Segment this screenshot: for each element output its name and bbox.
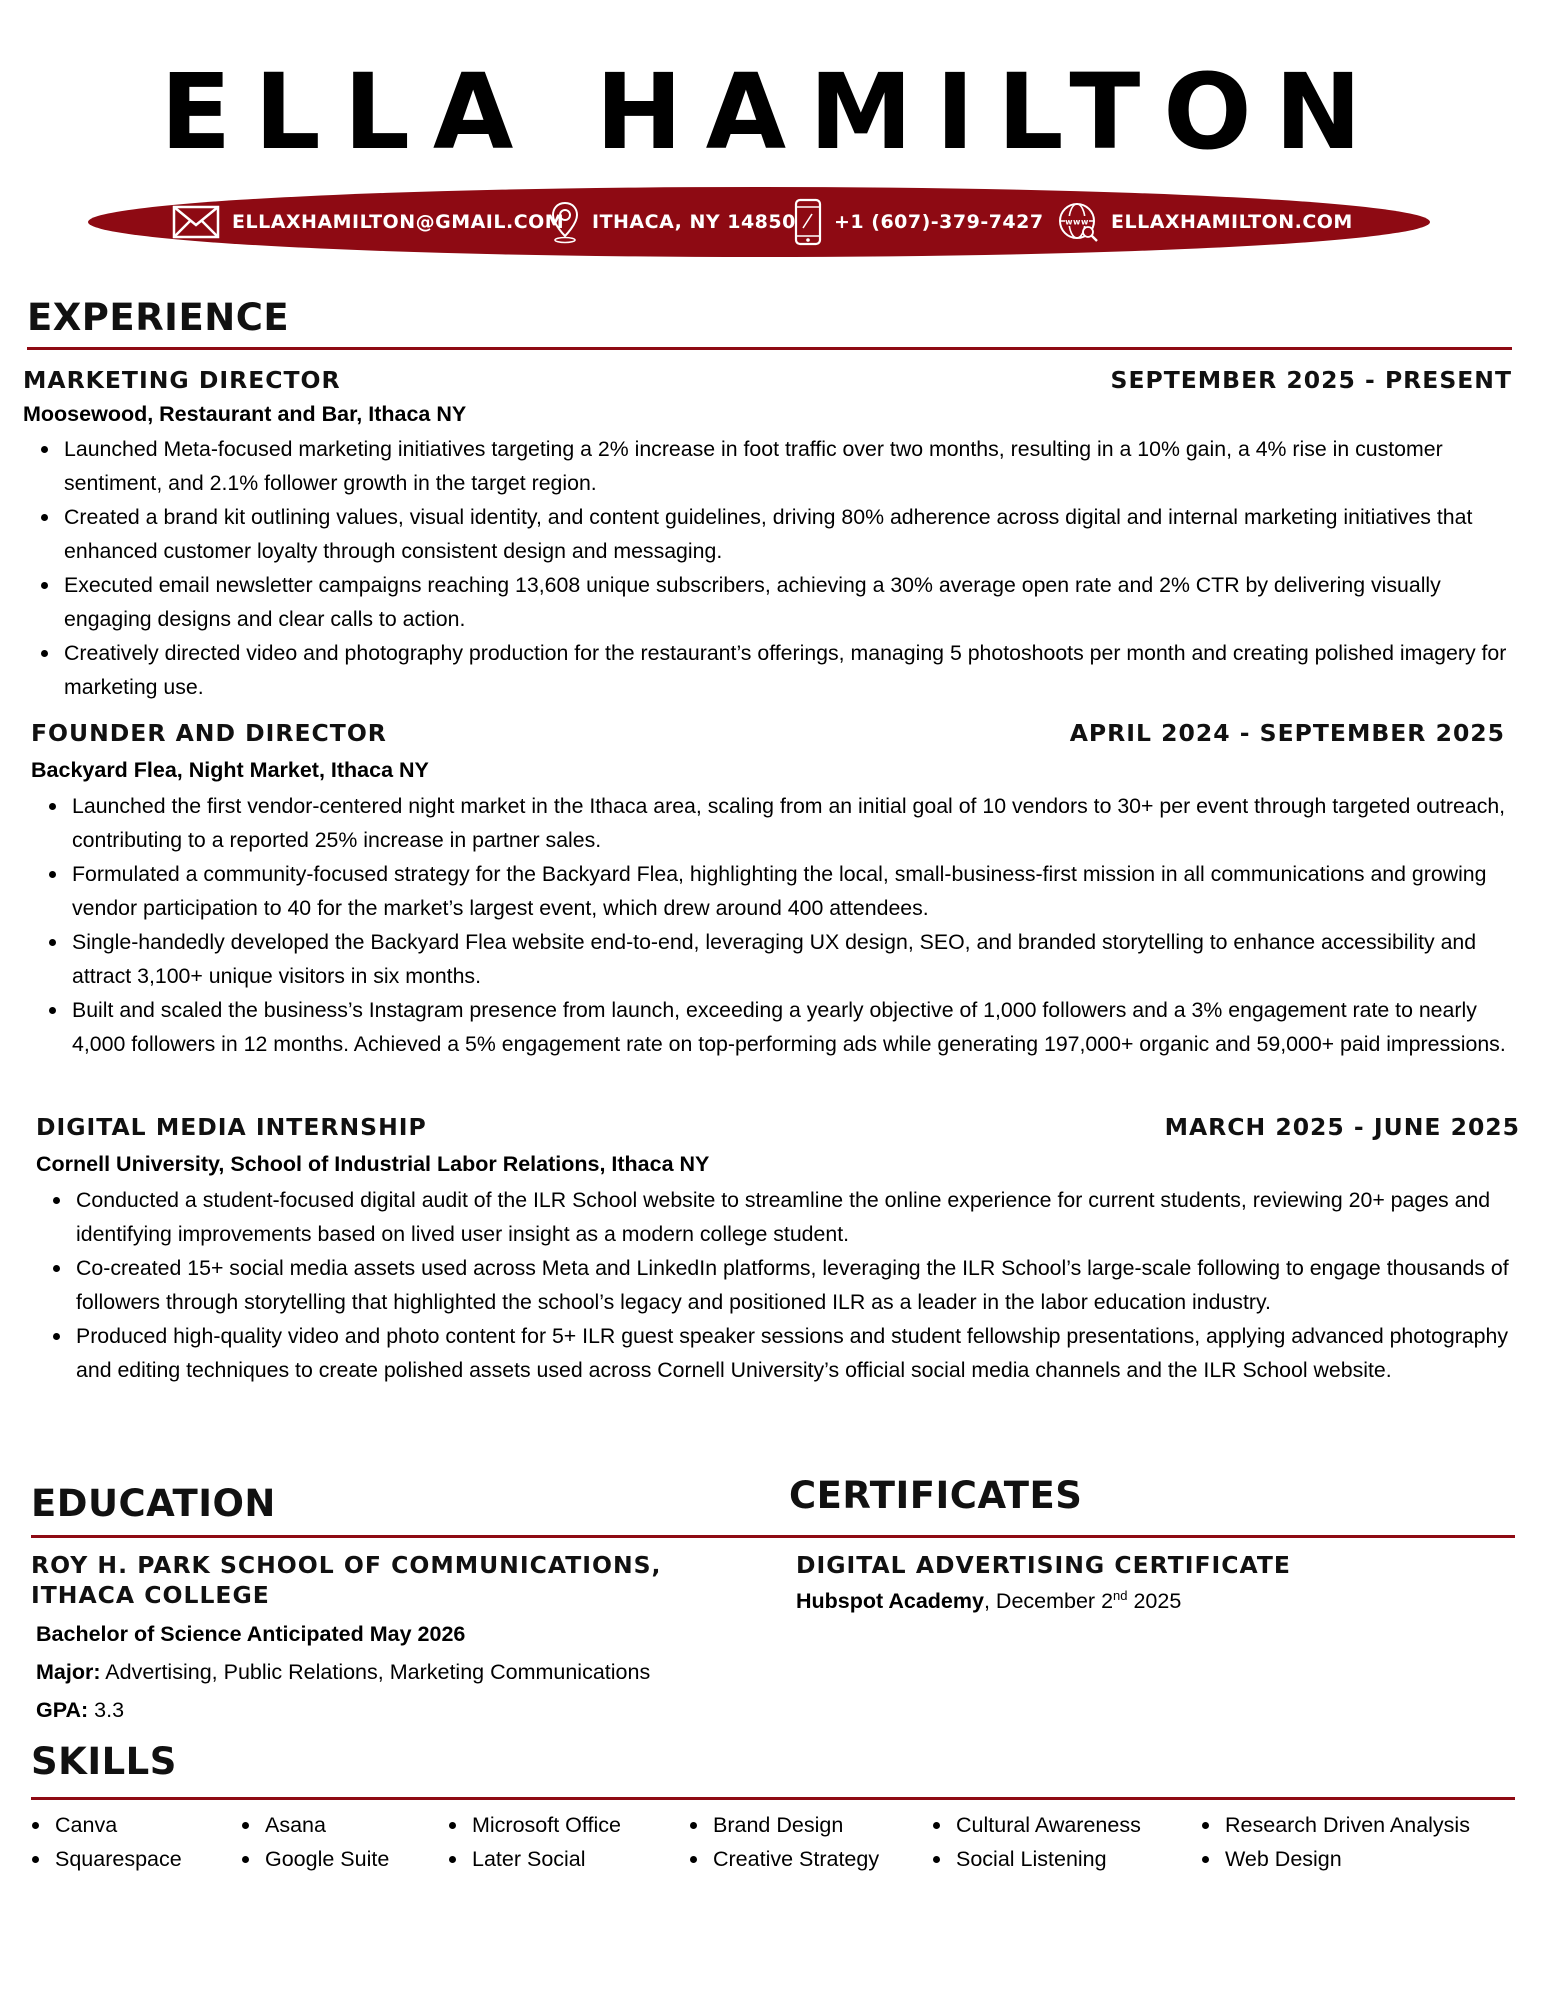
skill-item: Microsoft Office <box>445 1808 621 1842</box>
contact-location <box>550 187 796 257</box>
skill-item: Creative Strategy <box>686 1842 879 1876</box>
gpa <box>36 1696 124 1724</box>
job-date: SEPTEMBER 2025 - PRESENT <box>1110 366 1512 394</box>
list-item: Creatively directed video and photography production for the restaurant’s offerings, managing 5 photoshoots per month and creating polished imagery for marketing use. <box>31 636 1511 704</box>
school-name-line2: ITHACA COLLEGE <box>31 1581 270 1609</box>
list-item: Formulated a community-focused strategy for the Backyard Flea, highlighting the local, small-business-first mission in all communications and growing vendor participation to 40 for the market’s largest event, which drew around 400 attendees. <box>39 857 1514 925</box>
skill-item: Research Driven Analysis <box>1198 1808 1470 1842</box>
skill-item: Canva <box>28 1808 182 1842</box>
major <box>36 1658 650 1686</box>
list-item: Executed email newsletter campaigns reaching 13,608 unique subscribers, achieving a 30% average open rate and 2% CTR by delivering visually engaging designs and clear calls to action. <box>31 568 1511 636</box>
svg-text:www: www <box>1065 217 1089 227</box>
skills-column <box>238 1808 389 1876</box>
contact-email-text: ELLAXHAMILTON@GMAIL.COM <box>232 211 565 233</box>
skill-item: Later Social <box>445 1842 621 1876</box>
skills-column <box>445 1808 621 1876</box>
job-date: APRIL 2024 - SEPTEMBER 2025 <box>1069 719 1505 747</box>
list-item: Launched the first vendor-centered night market in the Ithaca area, scaling from an initial goal of 10 vendors to 30+ per event through targeted outreach, contributing to a reported 25% increase in partner sales. <box>39 789 1514 857</box>
gpa-value: 3.3 <box>94 1698 125 1722</box>
job-organization: Backyard Flea, Night Market, Ithaca NY <box>31 758 429 782</box>
list-item: Launched Meta-focused marketing initiatives targeting a 2% increase in foot traffic over two months, resulting in a 10% gain, a 4% rise in customer sentiment, and 2.1% follower growth in the target region. <box>31 432 1511 500</box>
skills-heading: SKILLS <box>31 1740 177 1783</box>
list-item: Created a brand kit outlining values, visual identity, and content guidelines, driving 80% adherence across digital and internal marketing initiatives that enhanced customer loyalty through consistent design and messaging. <box>31 500 1511 568</box>
education-divider <box>31 1535 1515 1538</box>
job-date: MARCH 2025 - JUNE 2025 <box>1164 1113 1520 1141</box>
experience-heading: EXPERIENCE <box>27 296 290 339</box>
phone-icon <box>794 198 822 246</box>
job-bullets <box>39 789 1514 1061</box>
contact-website-text: ELLAXHAMILTON.COM <box>1111 211 1353 233</box>
experience-divider <box>27 347 1512 350</box>
list-item: Built and scaled the business’s Instagram presence from launch, exceeding a yearly objective of 1,000 followers and a 3% engagement rate to nearly 4,000 followers in 12 months. Achieved a 5% engagement rate on top-performing ads while generating 197,000+ organic and 59,000+ paid impressions. <box>39 993 1514 1061</box>
job-organization: Cornell University, School of Industrial Labor Relations, Ithaca NY <box>36 1152 710 1176</box>
major-value: Advertising, Public Relations, Marketing Communications <box>105 1660 651 1684</box>
skill-item: Social Listening <box>929 1842 1141 1876</box>
contact-email[interactable] <box>172 187 564 257</box>
list-item: Co-created 15+ social media assets used across Meta and LinkedIn platforms, leveraging the ILR School’s large-scale following to engage thousands of followers through storytelling that highlighted the school’s legacy and positioned ILR as a leader in the labor education industry. <box>43 1251 1521 1319</box>
resume-name: ELLA HAMILTON <box>160 51 1385 173</box>
skill-item: Web Design <box>1198 1842 1470 1876</box>
school-name: ROY H. PARK SCHOOL OF COMMUNICATIONS, <box>31 1551 662 1579</box>
skills-column <box>929 1808 1141 1876</box>
certificates-heading: CERTIFICATES <box>789 1474 1083 1517</box>
list-item: Produced high-quality video and photo content for 5+ ILR guest speaker sessions and student fellowship presentations, applying advanced photography and editing techniques to create polished assets used across Cornell University’s official social media channels and the ILR School website. <box>43 1319 1521 1387</box>
certificate-title: DIGITAL ADVERTISING CERTIFICATE <box>796 1551 1291 1579</box>
skill-item: Squarespace <box>28 1842 182 1876</box>
job-bullets <box>31 432 1511 704</box>
skill-item: Cultural Awareness <box>929 1808 1141 1842</box>
job-title: FOUNDER AND DIRECTOR <box>31 719 387 747</box>
certificate-date-sup: nd <box>1113 1587 1128 1603</box>
skill-item: Google Suite <box>238 1842 389 1876</box>
job-title: MARKETING DIRECTOR <box>23 366 341 394</box>
certificate-date-suffix: 2025 <box>1127 1589 1182 1613</box>
job-organization: Moosewood, Restaurant and Bar, Ithaca NY <box>23 402 467 426</box>
contact-website[interactable] <box>1057 187 1353 257</box>
contact-phone-text: +1 (607)-379-7427 <box>834 211 1044 233</box>
job-title: DIGITAL MEDIA INTERNSHIP <box>36 1113 427 1141</box>
contact-bar <box>88 187 1430 257</box>
contact-phone[interactable] <box>794 187 1044 257</box>
job-bullets <box>43 1183 1521 1387</box>
degree: Bachelor of Science Anticipated May 2026 <box>36 1622 466 1646</box>
skill-item: Brand Design <box>686 1808 879 1842</box>
gpa-label: GPA: <box>36 1698 89 1722</box>
globe-icon <box>1057 201 1099 243</box>
skills-divider <box>31 1797 1515 1800</box>
location-pin-icon <box>550 200 580 244</box>
skills-column <box>28 1808 182 1876</box>
skills-column <box>686 1808 879 1876</box>
skill-item: Asana <box>238 1808 389 1842</box>
contact-location-text: ITHACA, NY 14850 <box>592 211 796 233</box>
education-heading: EDUCATION <box>31 1482 276 1525</box>
skills-column <box>1198 1808 1470 1876</box>
certificate-date-prefix: , December 2 <box>983 1589 1114 1613</box>
major-label: Major: <box>36 1660 101 1684</box>
envelope-icon <box>172 205 220 239</box>
list-item: Single-handedly developed the Backyard Flea website end-to-end, leveraging UX design, SEO, and branded storytelling to enhance accessibility and attract 3,100+ unique visitors in six months. <box>39 925 1514 993</box>
certificate-issuer: Hubspot Academy <box>796 1589 984 1613</box>
list-item: Conducted a student-focused digital audit of the ILR School website to streamline the online experience for current students, reviewing 20+ pages and identifying improvements based on lived user insight as a modern college student. <box>43 1183 1521 1251</box>
certificate-issuer-date <box>796 1587 1181 1615</box>
